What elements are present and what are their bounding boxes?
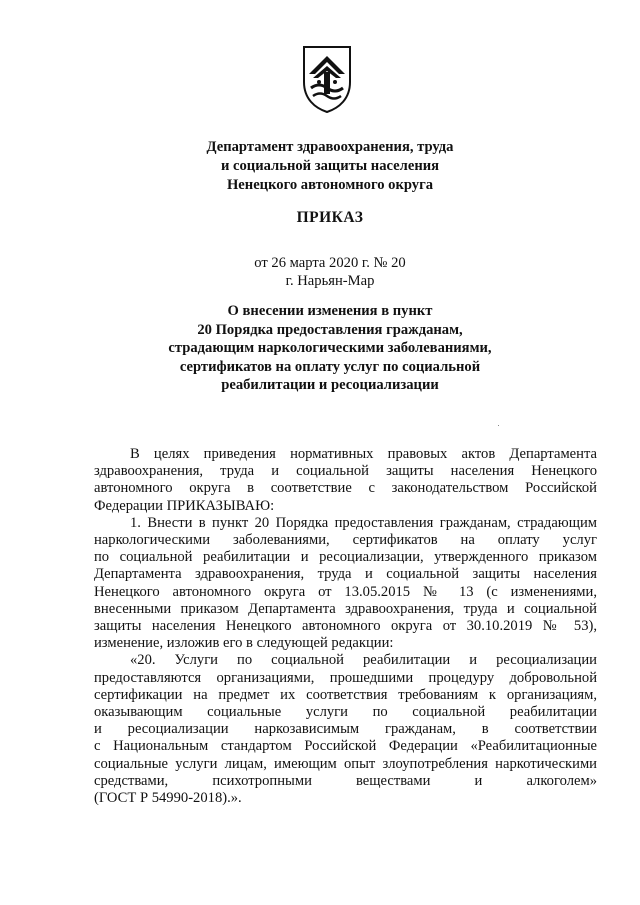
body-line: оказывающим социальные услуги по социальной реабилитации (94, 704, 597, 721)
body-line: социальные услуги лицам, имеющим опыт злоупотребления наркотическими (94, 755, 597, 772)
body-line: Федерации ПРИКАЗЫВАЮ: (94, 497, 275, 514)
department-line: Ненецкого автономного округа (226, 177, 434, 193)
body-line: предоставляются организациями, прошедшими процедуру добровольной (94, 669, 597, 686)
subject-line: сертификатов на оплату услуг по социальной (179, 358, 481, 375)
department-name (90, 138, 570, 195)
subject-line: реабилитации и ресоциализации (221, 377, 439, 393)
subject-line: О внесении изменения в пункт (227, 303, 433, 319)
body-line: и ресоциализации наркозависимым гражданам, в соответствии (94, 721, 597, 738)
body-line: «20. Услуги по социальной реабилитации и ресоциализации (130, 652, 597, 669)
body-line: (ГОСТ Р 54990-2018).». (94, 790, 242, 807)
subject-line: страдающим наркологическими заболеваниями, (168, 340, 492, 356)
subject-line: 20 Порядка предоставления гражданам, (197, 321, 463, 338)
body-line: наркологическими заболеваниями, сертификатов на оплату услуг (94, 532, 597, 549)
body-line: В целях приведения нормативных правовых актов Департамента (130, 446, 597, 462)
order-subject (90, 302, 570, 395)
order-date: от 26 марта 2020 г. № 20 (254, 255, 406, 271)
body-line: изменение, изложив его в следующей редакции: (94, 635, 394, 652)
order-body (94, 446, 597, 807)
body-line: средствами, психотропными веществами и алкоголем» (94, 772, 597, 789)
body-line: Департамента здравоохранения, труда и социальной защиты населения (94, 566, 597, 583)
body-line: автономного округа в соответствие с законодательством Российской (94, 480, 597, 497)
body-line: по социальной реабилитации и ресоциализации, утвержденного приказом (94, 549, 597, 566)
coat-of-arms-icon (301, 44, 353, 114)
body-line: Ненецкого автономного округа от 13.05.2015 № 13 (с изменениями, (94, 583, 597, 600)
body-line: внесенными приказом Департамента здравоохранения, труда и социальной (94, 600, 597, 617)
order-date-place (90, 254, 570, 290)
scan-speck (498, 425, 499, 426)
body-line: с Национальным стандартом Российской Федерации «Реабилитационные (94, 738, 597, 755)
body-line: сертификации на предмет их соответствия требованиям к организациям, (94, 686, 597, 703)
order-title: ПРИКАЗ (296, 209, 364, 226)
department-line: Департамент здравоохранения, труда (206, 139, 454, 155)
order-place: г. Нарьян-Мар (285, 273, 375, 289)
body-line: здравоохранения, труда и социальной защиты населения Ненецкого (94, 463, 597, 480)
body-line: защиты населения Ненецкого автономного округа от 30.10.2019 № 53), (94, 618, 597, 635)
body-line: 1. Внести в пункт 20 Порядка предоставления гражданам, страдающим (130, 514, 597, 531)
department-line: и социальной защиты населения (220, 158, 440, 174)
